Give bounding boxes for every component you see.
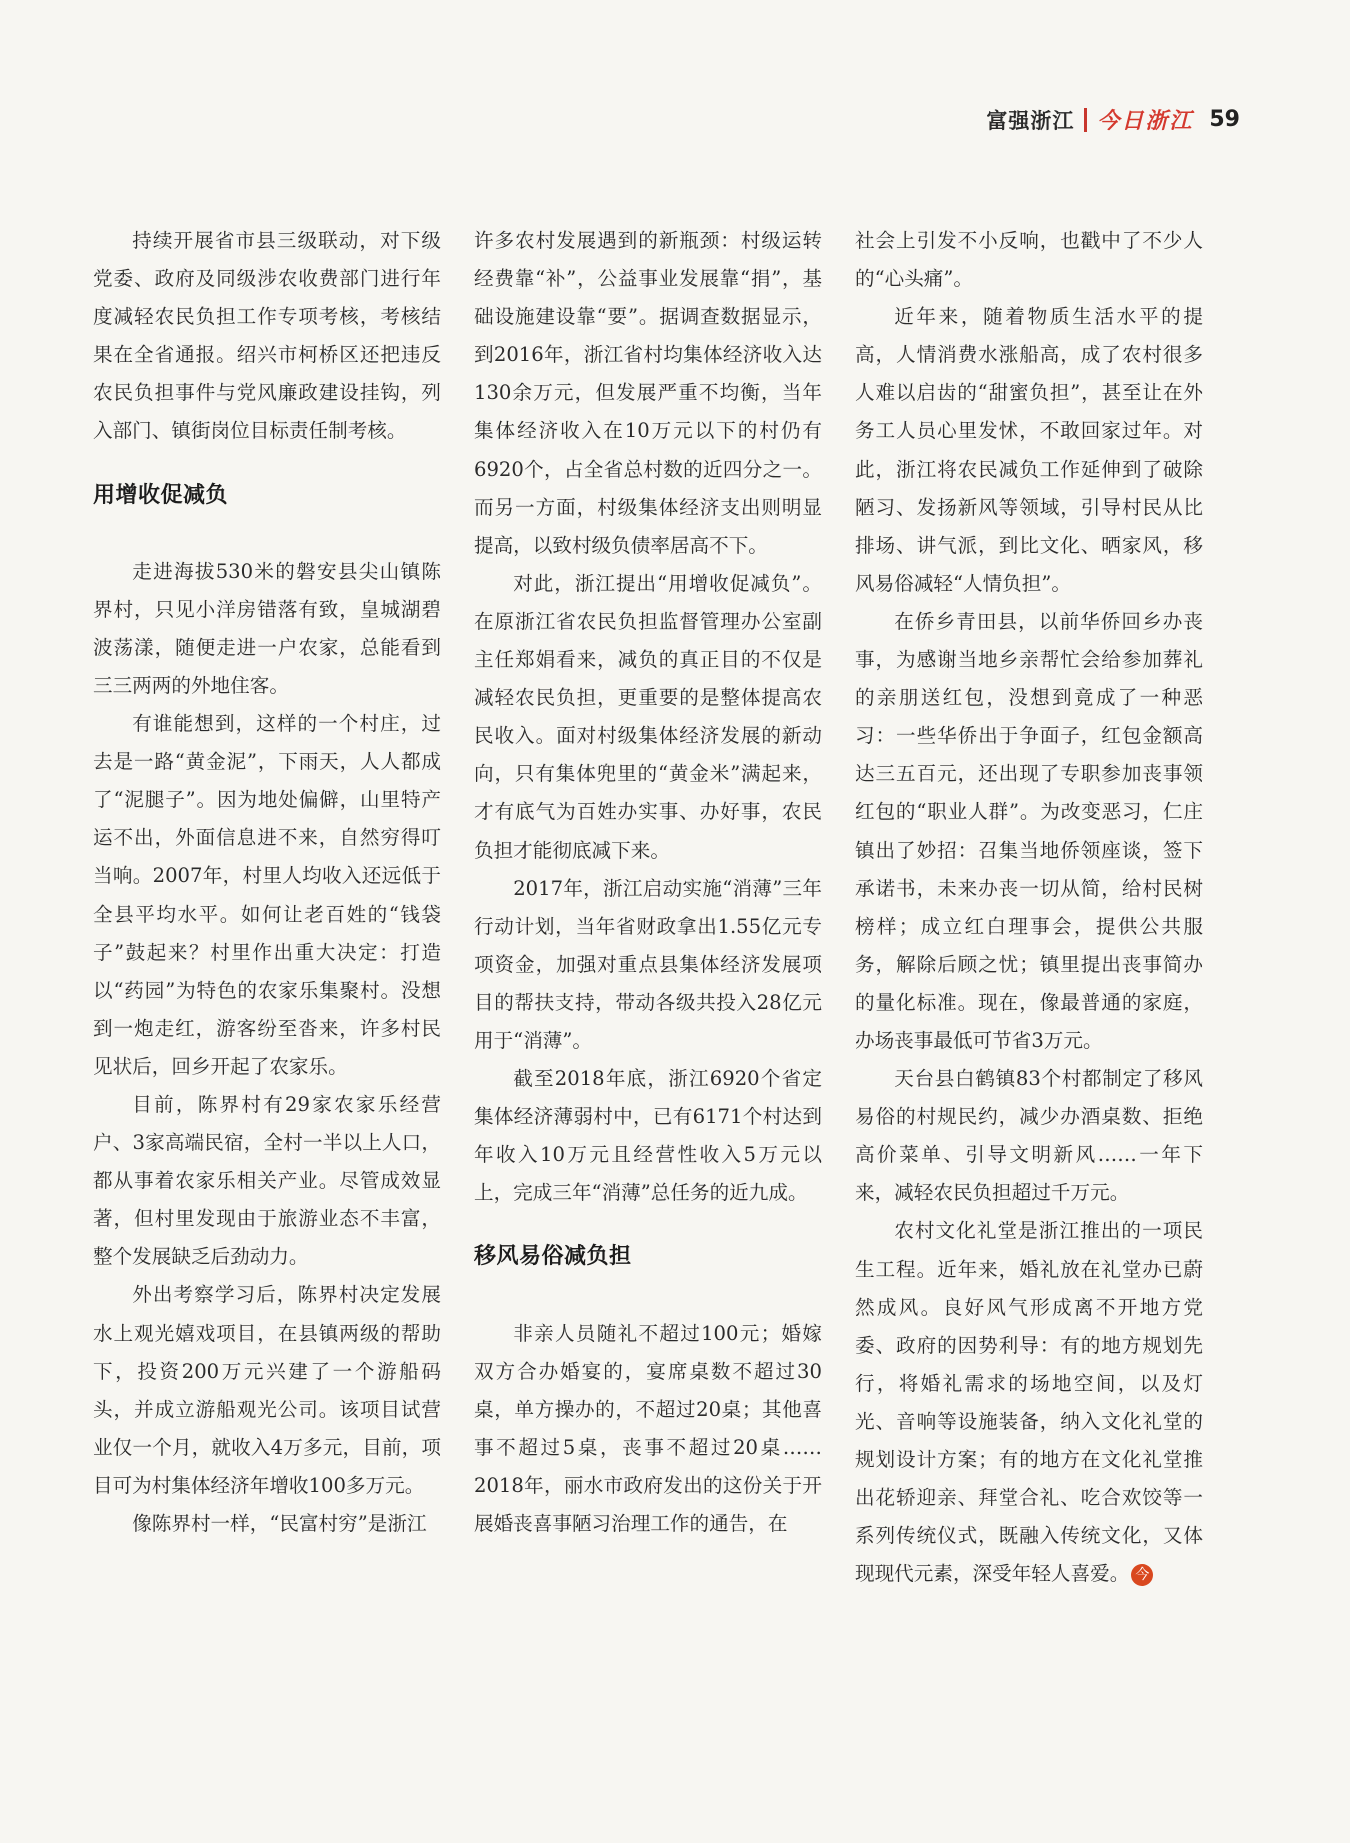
magazine-logo: 今日浙江 <box>1097 109 1194 134</box>
section-heading: 移风易俗减负担 <box>474 1244 632 1270</box>
paragraph: 在侨乡青田县，以前华侨回乡办丧事，为感谢当地乡亲帮忙会给参加葬礼的亲朋送红包，没想到竟成了一种恶习：一些华侨出于争面子，红包金额高达三五百元，还出现了专职参加丧事领红包的“职业人群”。为改变恶习，仁庄镇出了妙招：召集当地侨领座谈，签下承诺书，未来办丧一切从简，给村民树榜样；成立红白理事会，提供公共服务，解除后顾之忧；镇里提出丧事简办的量化标准。现在，像最普通的家庭，办场丧事最低可节省3万元。 <box>855 609 1203 1052</box>
paragraph: 有谁能想到，这样的一个村庄，过去是一路“黄金泥”，下雨天，人人都成了“泥腿子”。因为地处偏僻，山里特产运不出，外面信息进不来，自然穷得叮当响。2007年，村里人均收入还远低于全县平均水平。如何让老百姓的“钱袋子”鼓起来？村里作出重大决定：打造以“药园”为特色的农家乐集聚村。没想到一炮走红，游客纷至沓来，许多村民见状后，回乡开起了农家乐。 <box>93 712 441 1078</box>
article-column-1 <box>93 222 441 1543</box>
header-divider <box>1084 108 1087 132</box>
paragraph: 天台县白鹤镇83个村都制定了移风易俗的村规民约，减少办酒桌数、拒绝高价菜单、引导文明新风……一年下来，减轻农民负担超过千万元。 <box>855 1067 1203 1205</box>
end-mark-icon: 今 <box>1131 1564 1153 1586</box>
paragraph: 非亲人员随礼不超过100元；婚嫁双方合办婚宴的，宴席桌数不超过30桌，单方操办的，不超过20桌；其他喜事不超过5桌，丧事不超过20桌……2018年，丽水市政府发出的这份关于开展婚丧喜事陋习治理工作的通告，在 <box>474 1321 822 1535</box>
paragraph: 2017年，浙江启动实施“消薄”三年行动计划，当年省财政拿出1.55亿元专项资金，加强对重点县集体经济发展项目的帮扶支持，带动各级共投入28亿元用于“消薄”。 <box>474 876 822 1052</box>
paragraph: 外出考察学习后，陈界村决定发展水上观光嬉戏项目，在县镇两级的帮助下，投资200万元兴建了一个游船码头，并成立游船观光公司。该项目试营业仅一个月，就收入4万多元，目前，项目可为村集体经济年增收100多万元。 <box>93 1283 441 1497</box>
paragraph: 持续开展省市县三级联动，对下级党委、政府及同级涉农收费部门进行年度减轻农民负担工作专项考核，考核结果在全省通报。绍兴市柯桥区还把违反农民负担事件与党风廉政建设挂钩，列入部门、镇街岗位目标责任制考核。 <box>93 229 441 443</box>
page-number: 59 <box>1209 107 1240 132</box>
paragraph: 对此，浙江提出“用增收促减负”。在原浙江省农民负担监督管理办公室副主任郑娟看来，减负的真正目的不仅是减轻农民负担，更重要的是整体提高农民收入。面对村级集体经济发展的新动向，只有集体兜里的“黄金米”满起来，才有底气为百姓办实事、办好事，农民负担才能彻底减下来。 <box>474 571 822 862</box>
paragraph-text: 农村文化礼堂是浙江推出的一项民生工程。近年来，婚礼放在礼堂办已蔚然成风。良好风气形成离不开地方党委、政府的因势利导：有的地方规划先行，将婚礼需求的场地空间，以及灯光、音响等设施装备，纳入文化礼堂的规划设计方案；有的地方在文化礼堂推出花轿迎亲、拜堂合礼、吃合欢饺等一系列传统仪式，既融入传统文化，又体现现代元素，深受年轻人喜爱。 <box>855 1219 1203 1586</box>
paragraph: 目前，陈界村有29家农家乐经营户、3家高端民宿，全村一半以上人口，都从事着农家乐相关产业。尽管成效显著，但村里发现由于旅游业态不丰富，整个发展缺乏后劲动力。 <box>93 1092 441 1269</box>
paragraph-continued: 许多农村发展遇到的新瓶颈：村级运转经费靠“补”，公益事业发展靠“捐”，基础设施建设靠“要”。据调查数据显示，到2016年，浙江省村均集体经济收入达130余万元，但发展严重不均衡，当年集体经济收入在10万元以下的村仍有6920个，占全省总村数的近四分之一。而另一方面，村级集体经济支出则明显提高，以致村级负债率居高不下。 <box>474 229 822 557</box>
paragraph-continued: 社会上引发不小反响，也戳中了不少人的“心头痛”。 <box>855 229 1203 291</box>
page-header <box>986 104 1240 135</box>
paragraph: 截至2018年底，浙江6920个省定集体经济薄弱村中，已有6171个村达到年收入10万元且经营性收入5万元以上，完成三年“消薄”总任务的近九成。 <box>474 1067 822 1205</box>
paragraph-final <box>855 1212 1203 1593</box>
paragraph: 近年来，随着物质生活水平的提高，人情消费水涨船高，成了农村很多人难以启齿的“甜蜜负担”，甚至让在外务工人员心里发怵，不敢回家过年。对此，浙江将农民减负工作延伸到了破除陋习、发扬新风等领域，引导村民从比排场、讲气派，到比文化、晒家风，移风易俗减轻“人情负担”。 <box>855 305 1203 595</box>
section-title: 富强浙江 <box>986 108 1075 133</box>
paragraph: 像陈界村一样，“民富村穷”是浙江 <box>132 1512 427 1535</box>
paragraph: 走进海拔530米的磐安县尖山镇陈界村，只见小洋房错落有致，皇城湖碧波荡漾，随便走进一户农家，总能看到三三两两的外地住客。 <box>93 559 441 697</box>
section-heading: 用增收促减负 <box>93 482 229 508</box>
article-column-2 <box>474 222 822 1543</box>
article-column-3 <box>855 222 1203 1593</box>
